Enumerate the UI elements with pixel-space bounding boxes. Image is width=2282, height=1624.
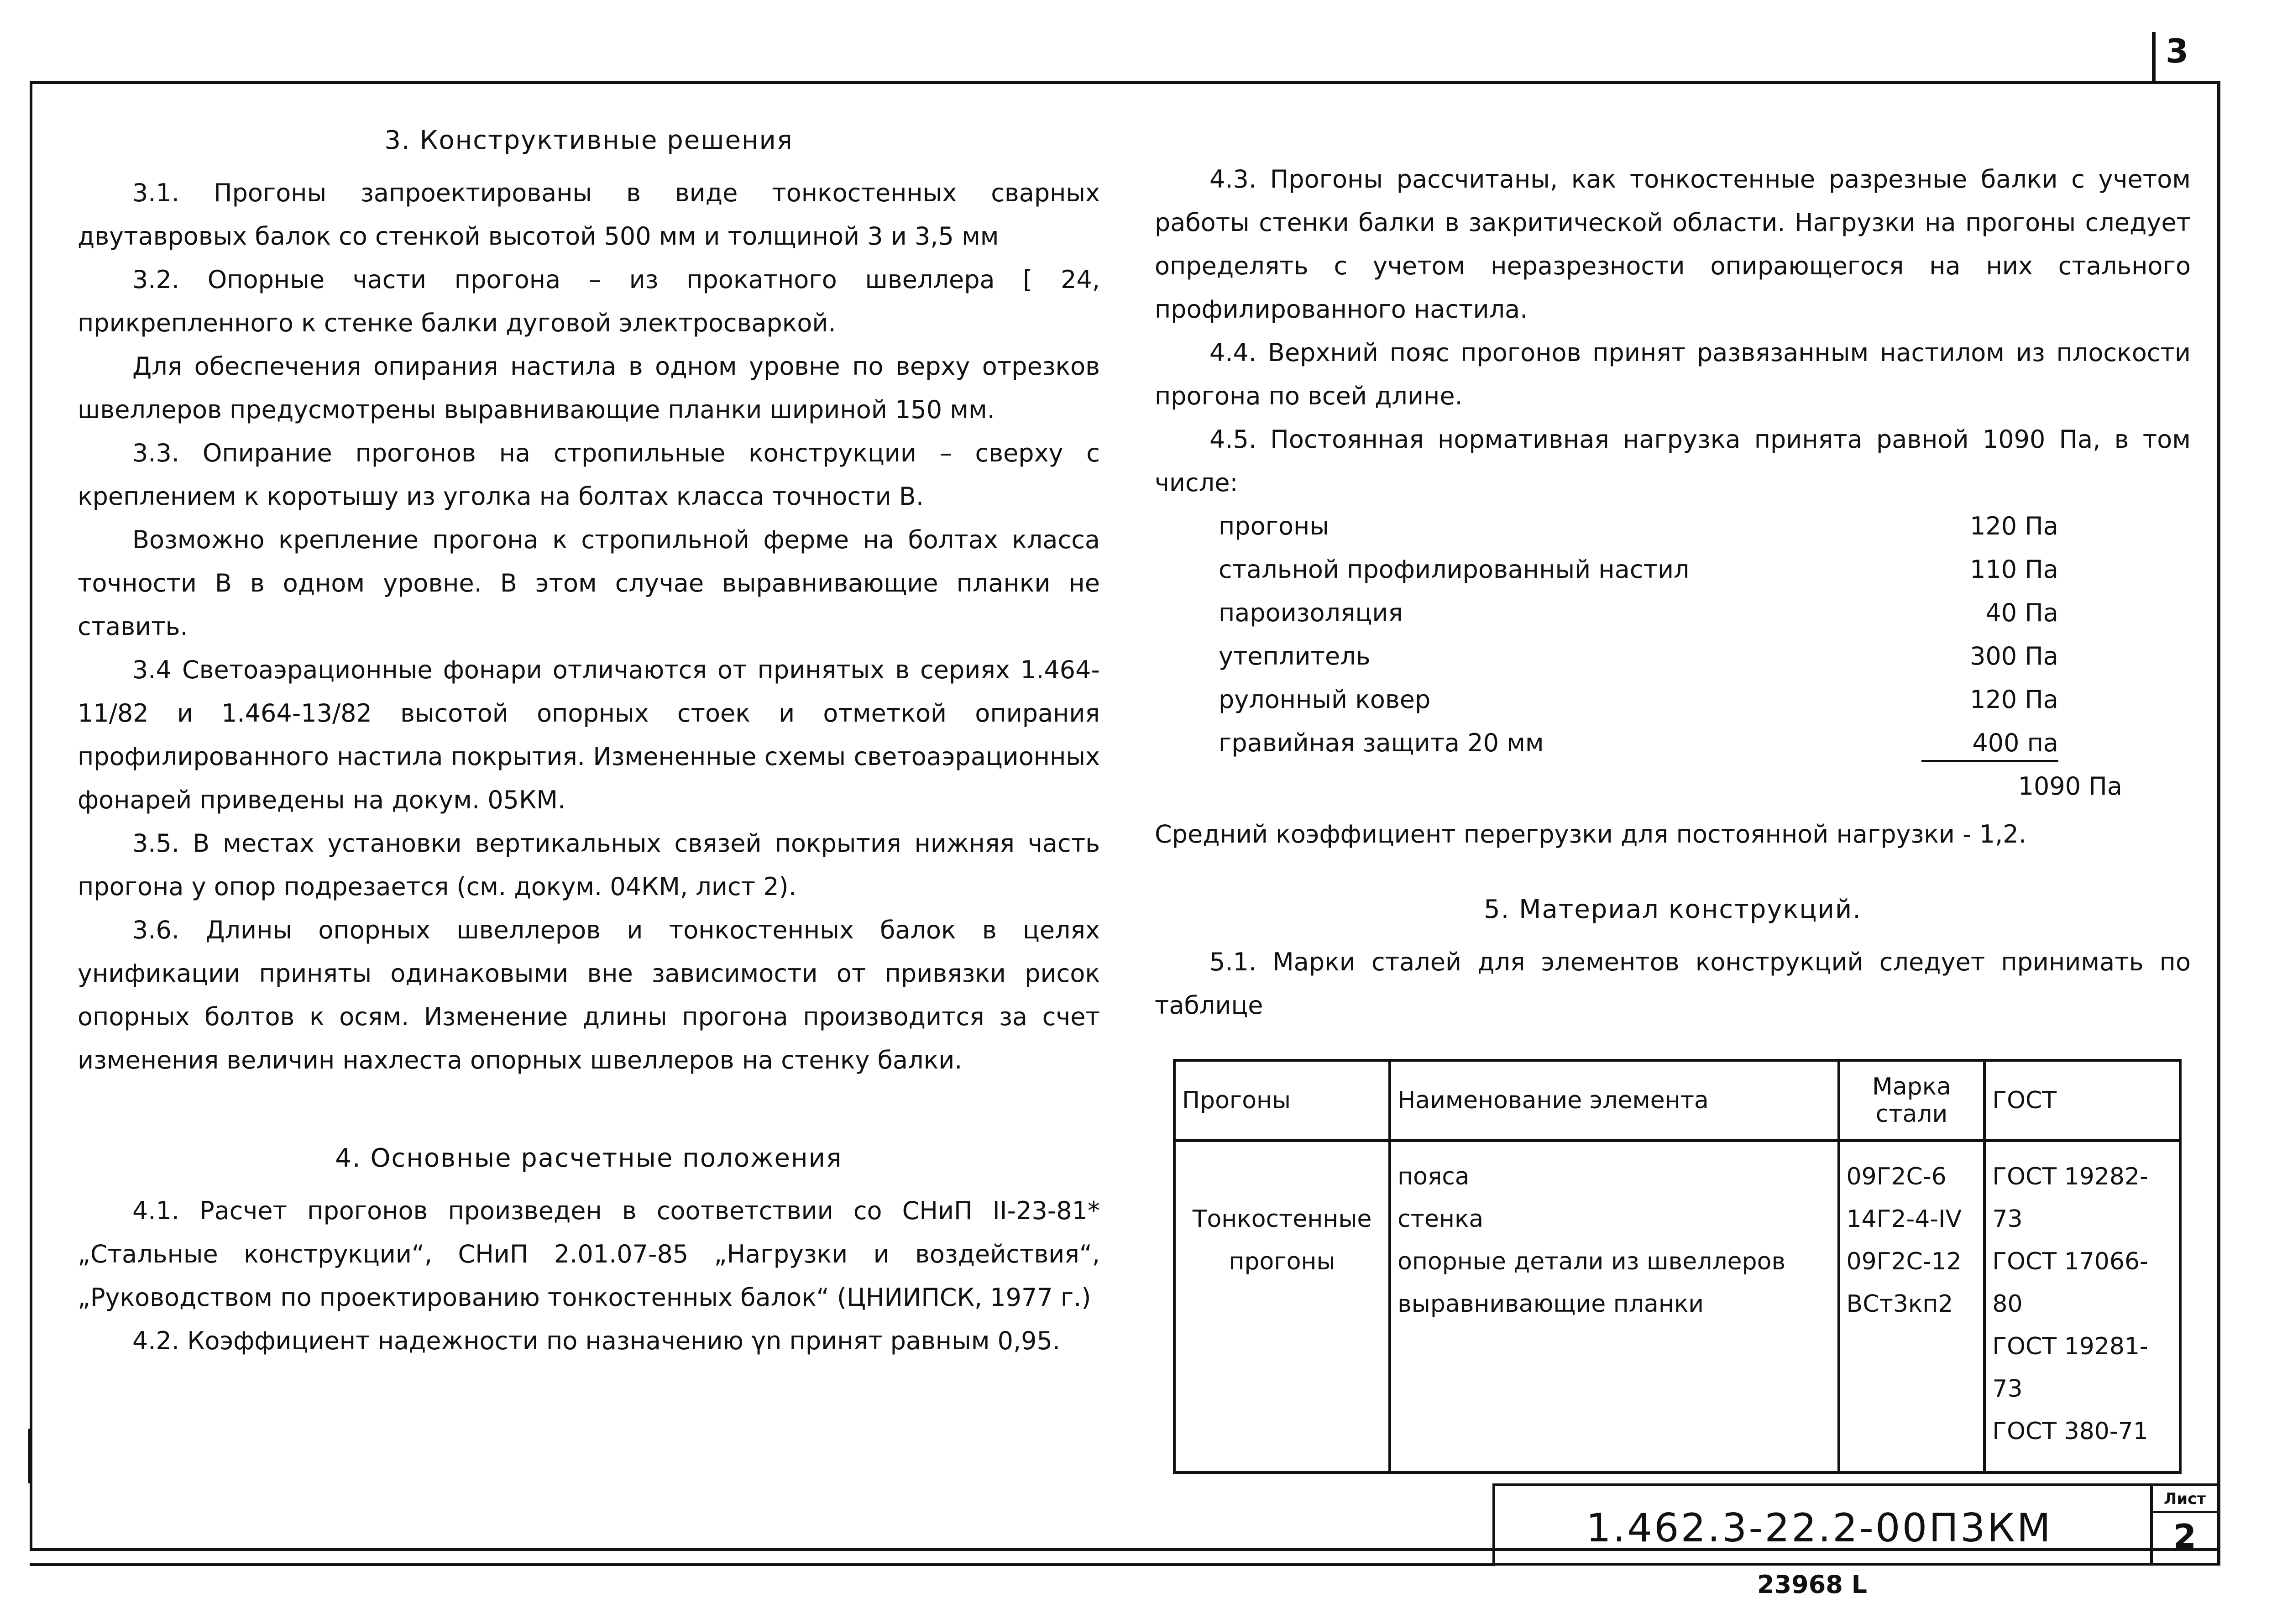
section-3-heading: 3. Конструктивные решения xyxy=(384,126,793,155)
column-header-steel: Марка стали xyxy=(1839,1060,1985,1141)
sheet-number: 2 xyxy=(2173,1517,2197,1556)
section-5-heading: 5. Материал конструкций. xyxy=(1483,895,1862,924)
load-value: 400 па xyxy=(1921,721,2058,762)
load-name: стальной профилированный настил xyxy=(1219,555,1690,584)
paragraph-3-5: 3.5. В местах установки вертикальных связей покрытия нижняя часть прогона у опор подрезается (см. докум. 04КМ, лист 2). xyxy=(78,829,1100,901)
paragraph-4-2: 4.2. Коэффициент надежности по назначению γn принят равным 0,95. xyxy=(132,1326,1061,1355)
load-row xyxy=(1219,678,2058,721)
load-name: гравийная защита 20 мм xyxy=(1219,728,1544,757)
table-header-row xyxy=(1174,1060,2180,1141)
sheet-box xyxy=(2150,1486,2217,1563)
paragraph-4-5: 4.5. Постоянная нормативная нагрузка принята равной 1090 Па, в том числе: xyxy=(1155,425,2191,497)
load-row xyxy=(1219,591,2058,634)
load-name: утеплитель xyxy=(1219,642,1371,671)
title-block xyxy=(1492,1483,2220,1566)
column-header-element: Наименование элемента xyxy=(1390,1060,1838,1141)
paragraph-3-3: 3.3. Опирание прогонов на стропильные конструкции – сверху с креплением к коротышу из уголка на болтах класса точности В. xyxy=(78,439,1100,511)
gost-cell: ГОСТ 19282-73 ГОСТ 17066-80 ГОСТ 19281-73 ГОСТ 380-71 xyxy=(1984,1141,2180,1472)
load-value: 110 Па xyxy=(1970,555,2058,584)
load-row xyxy=(1219,504,2058,548)
paragraph-5-1: 5.1. Марки сталей для элементов конструкций следует принимать по таблице xyxy=(1155,948,2191,1020)
paragraph-3-1: 3.1. Прогоны запроектированы в виде тонкостенных сварных двутавровых балок со стенкой высотой 500 мм и толщиной 3 и 3,5 мм xyxy=(78,178,1100,251)
load-value: 300 Па xyxy=(1970,642,2058,671)
paragraph-3-4: 3.4 Светоаэрационные фонари отличаются от принятых в сериях 1.464-11/82 и 1.464-13/82 высотой опорных стоек и отметкой опирания профилированного настила покрытия. Измененные схемы светоаэрационных фонарей приведены на докум. 05КМ. xyxy=(78,655,1100,814)
load-name: рулонный ковер xyxy=(1219,685,1431,714)
steel-grades-table xyxy=(1173,1059,2182,1474)
load-value: 120 Па xyxy=(1970,685,2058,714)
paragraph-4-1: 4.1. Расчет прогонов произведен в соответствии со СНиП II-23-81* „Стальные конструкции“, СНиП 2.01.07-85 „Нагрузки и воздействия“, „Руководством по проектированию тонкостенных балок“ (ЦНИИПСК, 1977 г.) xyxy=(78,1196,1100,1312)
page-number: 3 xyxy=(2166,32,2189,70)
column-header-gost: ГОСТ xyxy=(1984,1060,2180,1141)
load-row xyxy=(1219,634,2058,678)
bottom-frame-rule xyxy=(30,1563,1495,1566)
right-column xyxy=(1155,157,2191,1027)
document-code: 1.462.3-22.2-00П3КМ xyxy=(1586,1505,2052,1551)
element-names-cell: пояса стенка опорные детали из швеллеров выравнивающие планки xyxy=(1390,1141,1838,1472)
table-row xyxy=(1174,1141,2180,1472)
paragraph-3-2-b: Для обеспечения опирания настила в одном уровне по верху отрезков швеллеров предусмотрены выравнивающие планки шириной 150 мм. xyxy=(78,352,1100,424)
left-column xyxy=(78,110,1100,1362)
load-total: 1090 Па xyxy=(2018,772,2122,801)
load-name: пароизоляция xyxy=(1219,598,1403,627)
load-row xyxy=(1219,721,2058,765)
paragraph-4-3: 4.3. Прогоны рассчитаны, как тонкостенные разрезные балки с учетом работы стенки балки в закритической области. Нагрузки на прогоны следует определять с учетом неразрезности опирающегося на них стального профилированного настила. xyxy=(1155,165,2191,324)
load-value: 120 Па xyxy=(1970,512,2058,540)
paragraph-3-3-b: Возможно крепление прогона к стропильной ферме на болтах класса точности В в одном уровне. В этом случае выравнивающие планки не ставить. xyxy=(78,525,1100,641)
page-number-rule xyxy=(2152,32,2156,82)
load-list xyxy=(1219,504,2122,808)
inventory-number: 23968 L xyxy=(1757,1570,1868,1599)
section-4-heading: 4. Основные расчетные положения xyxy=(335,1143,843,1173)
load-value: 40 Па xyxy=(1985,598,2058,627)
paragraph-3-6: 3.6. Длины опорных швеллеров и тонкостенных балок в целях унификации приняты одинаковыми вне зависимости от привязки рисок опорных болтов к осям. Изменение длины прогона производится за счет изменения величин нахлеста опорных швеллеров на стенку балки. xyxy=(78,916,1100,1074)
load-name: прогоны xyxy=(1219,512,1329,540)
steel-grades-cell: 09Г2С-6 14Г2-4-IV 09Г2С-12 ВСт3кп2 xyxy=(1839,1141,1985,1472)
purlin-type-cell: Тонкостенные прогоны xyxy=(1174,1141,1390,1472)
load-row xyxy=(1219,548,2058,591)
frame-notch xyxy=(28,1429,32,1483)
overload-factor: Средний коэффициент перегрузки для постоянной нагрузки - 1,2. xyxy=(1155,820,2026,849)
paragraph-4-4: 4.4. Верхний пояс прогонов принят развязанным настилом из плоскости прогона по всей длине. xyxy=(1155,338,2191,410)
column-header-purlins: Прогоны xyxy=(1174,1060,1390,1141)
paragraph-3-2: 3.2. Опорные части прогона – из прокатного швеллера [ 24, прикрепленного к стенке балки дуговой электросваркой. xyxy=(78,265,1100,337)
sheet-label: Лист xyxy=(2153,1490,2217,1513)
